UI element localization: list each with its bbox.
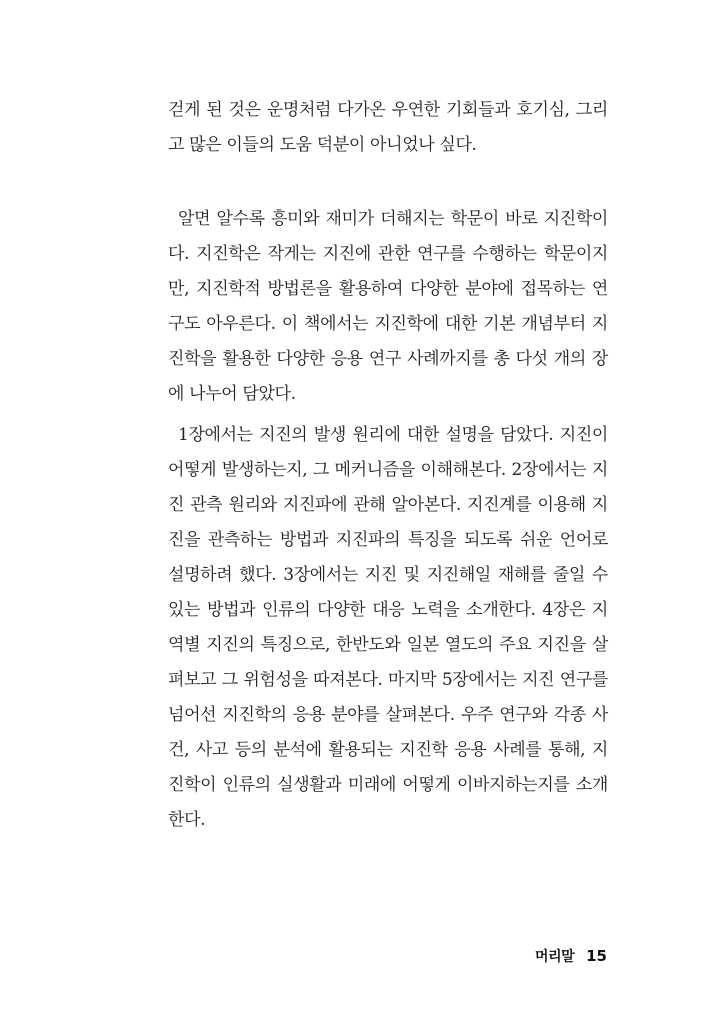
text-line: 넘어선 지진학의 응용 분야를 살펴본다. 우주 연구와 각종 사 xyxy=(168,705,608,725)
text-line: 에 나누어 담았다. xyxy=(168,384,296,404)
text-line: 다. 지진학은 작게는 지진에 관한 연구를 수행하는 학문이지 xyxy=(168,244,608,264)
text-line: 있는 방법과 인류의 다양한 대응 노력을 소개한다. 4장은 지 xyxy=(168,600,608,620)
text-line: 펴보고 그 위험성을 따져본다. 마지막 5장에서는 지진 연구를 xyxy=(168,670,608,690)
text-line: 어떻게 발생하는지, 그 메커니즘을 이해해본다. 2장에서는 지 xyxy=(168,460,608,480)
text-line: 알면 알수록 흥미와 재미가 더해지는 학문이 바로 지진학이 xyxy=(178,209,608,229)
text-line: 건, 사고 등의 분석에 활용되는 지진학 응용 사례를 통해, 지 xyxy=(168,740,608,760)
page-number: 15 xyxy=(586,947,607,965)
text-line: 진학을 활용한 다양한 응용 연구 사례까지를 총 다섯 개의 장 xyxy=(168,349,608,369)
text-line: 진을 관측하는 방법과 지진파의 특징을 되도록 쉬운 언어로 xyxy=(168,530,608,550)
text-line: 설명하려 했다. 3장에서는 지진 및 지진해일 재해를 줄일 수 xyxy=(168,565,608,585)
page-footer xyxy=(535,944,607,968)
text-line: 한다. xyxy=(168,810,206,830)
text-line: 역별 지진의 특징으로, 한반도와 일본 열도의 주요 지진을 살 xyxy=(168,635,608,655)
text-line: 구도 아우른다. 이 책에서는 지진학에 대한 기본 개념부터 지 xyxy=(168,314,608,334)
running-section-title: 머리말 xyxy=(535,949,575,965)
text-line: 진 관측 원리와 지진파에 관해 알아본다. 지진계를 이용해 지 xyxy=(168,495,608,515)
text-line: 만, 지진학적 방법론을 활용하여 다양한 분야에 접목하는 연 xyxy=(168,279,608,299)
text-line: 1장에서는 지진의 발생 원리에 대한 설명을 담았다. 지진이 xyxy=(178,425,608,445)
text-line: 고 많은 이들의 도움 덕분이 아니었나 싶다. xyxy=(168,135,477,155)
text-line: 걷게 된 것은 운명처럼 다가온 우연한 기회들과 호기심, 그리 xyxy=(168,100,608,120)
text-line: 진학이 인류의 실생활과 미래에 어떻게 이바지하는지를 소개 xyxy=(168,775,608,795)
